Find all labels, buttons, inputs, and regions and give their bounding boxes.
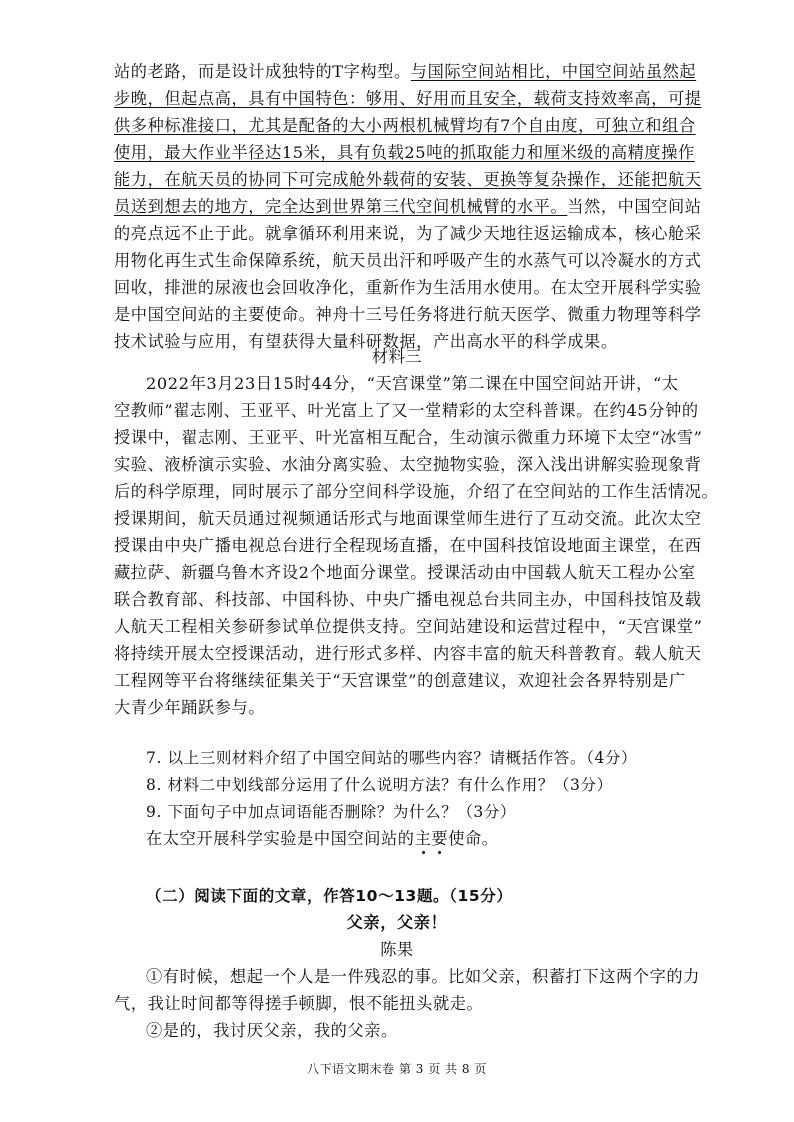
text-line: 授课由中央广播电视总台进行全程现场直播，在中国科技馆设地面主课堂，在西	[114, 536, 702, 555]
text-line: ②是的，我讨厌父亲，我的父亲。	[146, 1021, 398, 1040]
question-7: 7. 以上三则材料介绍了中国空间站的哪些内容？请概括作答。（4分）	[146, 749, 638, 767]
text-line: 技术试验与应用，有望获得大量科研数据，产出高水平的科学成果。	[114, 332, 618, 351]
text-line	[114, 61, 696, 83]
text-line: 后的科学原理，同时展示了部分空间科学设施，介绍了在空间站的工作生活情况。	[114, 482, 719, 501]
underlined-line: 步晚，但起点高，具有中国特色：够用、好用而且安全，载荷支持效率高，可提	[114, 89, 702, 108]
text-line: 大青少年踊跃参与。	[114, 698, 266, 717]
underlined-line: 供多种标准接口，尤其是配备的大小两根机械臂均有7个自由度，可独立和组合	[114, 116, 696, 135]
text-span: 当然，中国空间站	[567, 197, 702, 216]
article-author: 陈果	[380, 940, 414, 959]
section-heading: （二）阅读下面的文章，作答10～13题。（15分）	[146, 887, 513, 905]
text-span: 在太空开展科学实验是中国空间站的	[146, 829, 415, 848]
underlined-line: 使用，最大作业半径达15米，具有负载25吨的抓取能力和厘米级的高精度操作	[114, 143, 695, 162]
text-line: 空教师”翟志刚、王亚平、叶光富上了又一堂精彩的太空科普课。在约45分钟的	[114, 401, 699, 420]
text-line: 用物化再生式生命保障系统，航天员出汗和呼吸产生的水蒸气可以冷凝水的方式	[114, 251, 702, 270]
text-line	[114, 196, 702, 218]
text-line: ①有时候，想起一个人是一件残忍的事。比如父亲，积蓄打下这两个字的力	[146, 967, 700, 986]
underlined-text: 员送到想去的地方，完全达到世界第三代空间机械臂的水平。	[114, 197, 568, 216]
page-footer: 八下语文期末卷 第 3 页 共 8 页	[307, 1062, 487, 1076]
underlined-text: 与国际空间站相比，中国空间站虽然起	[410, 62, 697, 81]
text-line: 实验、液桥演示实验、水油分离实验、太空抛物实验，深入浅出讲解实验现象背	[114, 455, 702, 474]
question-9: 9. 下面句子中加点词语能否删除？为什么？（3分）	[146, 803, 517, 821]
text-line: 的亮点远不止于此。就拿循环利用来说，为了减少天地往返运输成本，核心舱采	[114, 224, 702, 243]
text-line: 授课期间，航天员通过视频通话形式与地面课堂师生进行了互动交流。此次太空	[114, 509, 702, 528]
text-line: 2022年3月23日15时44分，“天宫课堂”第二课在中国空间站开讲，“太	[146, 374, 679, 393]
text-line: 是中国空间站的主要使命。神舟十三号任务将进行航天医学、微重力物理等科学	[114, 305, 702, 324]
text-line: 气，我让时间都等得搓手顿脚，恨不能扭头就走。	[114, 994, 484, 1013]
article-title: 父亲，父亲！	[346, 913, 448, 932]
text-line: 藏拉萨、新疆乌鲁木齐设2个地面分课堂。授课活动由中国载人航天工程办公室	[114, 563, 696, 582]
text-span: 站的老路，而是设计成独特的T字构型。	[114, 62, 411, 81]
question-9-sentence	[146, 828, 499, 850]
text-line: 工程网等平台将继续征集关于“天宫课堂”的创意建议，欢迎社会各界特别是广	[114, 671, 686, 690]
text-line: 回收，排泄的尿液也会回收净化，重新作为生活用水使用。在太空开展科学实验	[114, 278, 702, 297]
text-span: 使命。	[448, 829, 499, 848]
dotted-word: 主	[414, 829, 432, 848]
text-line: 联合教育部、科技部、中国科协、中央广播电视总台共同主办，中国科技馆及载	[114, 590, 702, 609]
text-line: 授课中，翟志刚、王亚平、叶光富相互配合，生动演示微重力环境下太空“冰雪”	[114, 428, 703, 447]
material3-title: 材料三	[371, 347, 423, 366]
underlined-line: 能力，在航天员的协同下可完成舱外载荷的安装、更换等复杂操作，还能把航天	[114, 170, 702, 189]
dotted-word: 要	[431, 829, 449, 848]
text-line: 人航天工程相关参研参试单位提供支持。空间站建设和运营过程中，“天宫课堂”	[114, 617, 703, 636]
text-line: 将持续开展太空授课活动，进行形式多样、内容丰富的航天科普教育。载人航天	[114, 644, 702, 663]
question-8: 8. 材料二中划线部分运用了什么说明方法？有什么作用？（3分）	[146, 776, 613, 794]
